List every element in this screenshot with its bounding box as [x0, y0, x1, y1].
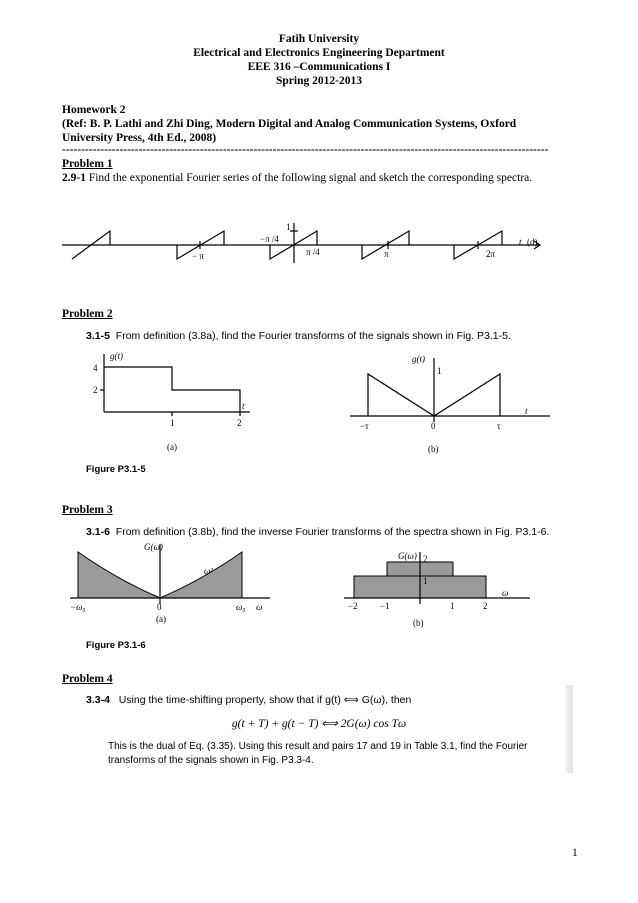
problem3-figure-b [340, 550, 550, 635]
ylabel: G(ω) [144, 542, 163, 552]
tick-m2: −2 [348, 601, 358, 611]
t-label: t [242, 401, 245, 411]
label-d: (d) [527, 237, 538, 247]
figure-caption-p3-1-5: Figure P3.1-5 [86, 464, 146, 475]
caption-b: (b) [428, 444, 439, 454]
tick-1: 1 [423, 576, 428, 586]
label-pi-over-4: π /4 [306, 247, 320, 257]
separator-line: ------------------------------------------------------------------------------------------------------------------------------- [62, 144, 549, 156]
curve-label: ω² [204, 566, 214, 576]
problem1-statement [62, 171, 532, 185]
tick-0: 0 [157, 602, 162, 612]
label-neg-pi: − π [192, 251, 204, 261]
tick-w0: ω₀ [236, 602, 246, 612]
tick-2: 2 [423, 554, 428, 564]
tick-1x: 1 [450, 601, 455, 611]
page-number: 1 [572, 847, 578, 859]
problem3-number: 3.1-6 [86, 526, 110, 538]
tick-4: 4 [93, 363, 98, 373]
problem4-number: 3.3-4 [86, 694, 110, 706]
label-neg-pi-over-4: −π /4 [260, 234, 279, 244]
tick-2x: 2 [483, 601, 488, 611]
header-department: Electrical and Electronics Engineering Department [193, 47, 445, 59]
reference-line1: (Ref: B. P. Lathi and Zhi Ding, Modern Digital and Analog Communication Systems, Oxford [62, 118, 517, 130]
tick-1: 1 [170, 418, 175, 428]
tick-m1: −1 [380, 601, 390, 611]
label-t: t [519, 237, 522, 247]
tick-2: 2 [93, 385, 98, 395]
caption-a: (a) [167, 442, 177, 452]
caption-b: (b) [413, 618, 424, 628]
label-pi: π [384, 249, 389, 259]
problem4-statement [86, 694, 411, 706]
reference-line2: University Press, 4th Ed., 2008) [62, 132, 217, 144]
problem4-equation: g(t + T) + g(t − T) ⟺ 2G(ω) cos Tω [231, 718, 407, 730]
problem4-text: Using the time-shifting property, show that if g(t) ⟺ G(ω), then [118, 694, 412, 706]
scan-edge-shadow [565, 685, 573, 773]
problem4-heading: Problem 4 [62, 673, 113, 685]
label-2pi: 2π [486, 249, 496, 259]
problem3-text: From definition (3.8b), find the inverse Fourier transforms of the spectra shown in Fig. P3.1-6. [115, 526, 550, 538]
tick-neg-tau: −τ [360, 421, 369, 431]
problem2-text: From definition (3.8a), find the Fourier transforms of the signals shown in Fig. P3.1-5. [115, 330, 511, 342]
problem1-figure [62, 215, 552, 275]
tick-1: 1 [437, 366, 442, 376]
figure-caption-p3-1-6: Figure P3.1-6 [86, 640, 146, 651]
problem1-text: Find the exponential Fourier series of the following signal and sketch the corresponding spectra. [85, 172, 533, 184]
tick-0: 0 [431, 421, 436, 431]
header-course: EEE 316 –Communications I [247, 61, 391, 73]
w-label: ω [502, 588, 509, 598]
problem1-number: 2.9-1 [62, 172, 86, 184]
problem4-text2-line2: transforms of the signals shown in Fig. P3.3-4. [108, 755, 314, 766]
tick-neg-w0: −ω₀ [70, 602, 86, 612]
problem2-figure-a [90, 350, 260, 460]
problem3-statement [86, 526, 549, 538]
homework-title: Homework 2 [62, 104, 126, 116]
header-university: Fatih University [278, 33, 360, 45]
caption-a: (a) [156, 614, 166, 624]
t-label: t [525, 406, 528, 416]
ylabel: g(t) [110, 351, 123, 361]
problem2-statement [86, 330, 511, 342]
problem2-figure-b [340, 350, 555, 460]
ylabel: g(t) [412, 354, 425, 364]
problem2-number: 3.1-5 [86, 330, 110, 342]
problem3-heading: Problem 3 [62, 504, 113, 516]
label-one: 1 [286, 222, 291, 232]
problem1-heading: Problem 1 [62, 158, 113, 170]
w-label: ω [256, 602, 263, 612]
ylabel: G(ω) [398, 551, 417, 561]
header-term: Spring 2012-2013 [276, 75, 362, 87]
tick-2x: 2 [237, 418, 242, 428]
problem4-text2-line1: This is the dual of Eq. (3.35). Using this result and pairs 17 and 19 in Table 3.1, find the Fourier [108, 741, 528, 752]
problem3-figure-a [70, 540, 280, 630]
tick-tau: τ [497, 421, 501, 431]
problem2-heading: Problem 2 [62, 308, 113, 320]
